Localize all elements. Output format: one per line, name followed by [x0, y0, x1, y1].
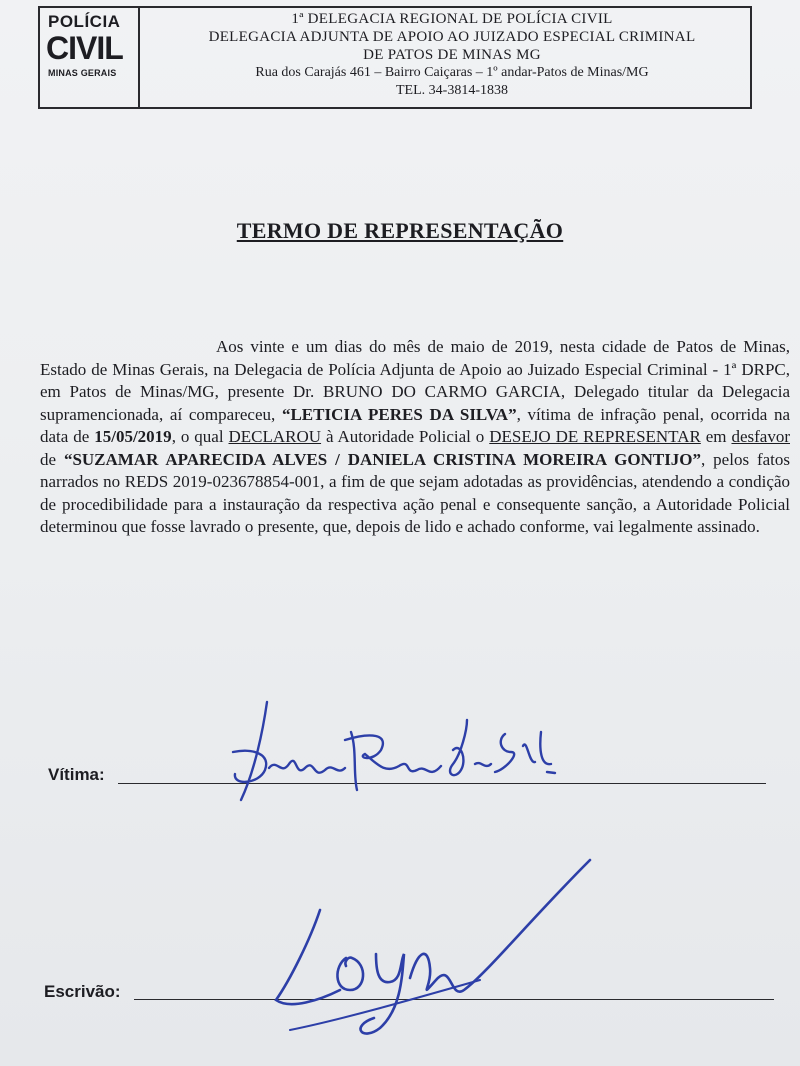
letterhead-line-1: 1ª DELEGACIA REGIONAL DE POLÍCIA CIVIL: [291, 11, 613, 27]
body-paragraph: [40, 336, 790, 539]
clerk-signature: [250, 850, 610, 1060]
body-text-4: à Autoridade Policial o: [321, 427, 490, 446]
clerk-signature-label: Escrivão:: [44, 982, 121, 1001]
victim-name: “LETICIA PERES DA SILVA”: [281, 404, 517, 424]
body-text-6: de: [40, 449, 64, 469]
incident-date: 15/05/2019: [94, 427, 172, 446]
body-text-2: , vítima de infração penal, ocorrida na data de: [40, 404, 790, 446]
letterhead-line-2: DELEGACIA ADJUNTA DE APOIO AO JUIZADO ESPECIAL CRIMINAL: [208, 29, 696, 45]
letterhead-address: Rua dos Carajás 461 – Bairro Caiçaras – 1º andar-Patos de Minas/MG: [255, 65, 649, 80]
logo-line-1: POLÍCIA: [48, 12, 121, 31]
accused-names: “SUZAMAR APARECIDA ALVES / DANIELA CRISTINA MOREIRA GONTIJO”: [63, 449, 702, 469]
document-body: [40, 336, 790, 539]
letterhead-line-3: DE PATOS DE MINAS MG: [363, 47, 541, 63]
policia-civil-logo: [40, 8, 140, 107]
body-text-3: , o qual: [171, 427, 229, 446]
logo-line-3: MINAS GERAIS: [48, 68, 117, 78]
logo-line-2: CIVIL: [46, 30, 123, 66]
body-text-5: em: [700, 427, 732, 446]
wish-to-represent: DESEJO DE REPRESENTAR: [489, 427, 701, 446]
letterhead-phone: TEL. 34-3814-1838: [396, 83, 508, 98]
victim-signature-label: Vítima:: [48, 765, 105, 784]
letterhead-text: [152, 10, 752, 100]
victim-signature: [205, 690, 585, 820]
body-text-1: Aos vinte e um dias do mês de maio de 2019, nesta cidade de Patos de Minas, Estado de Minas Gerais, na Delegacia de Polícia Adjunta de Apoio ao Juizado Especial Criminal - 1ª DRPC, em Patos de Minas/MG, presente Dr. BRUNO DO CARMO GARCIA, Delegado titular da Delegacia supramencionada, aí compareceu,: [40, 337, 790, 424]
declared-word: DECLAROU: [228, 427, 322, 446]
document-title: TERMO DE REPRESENTAÇÃO: [236, 218, 564, 243]
letterhead: [38, 6, 752, 109]
against-word: desfavor: [731, 427, 790, 446]
body-text-7: , pelos fatos narrados no REDS 2019-023678854-001, a fim de que sejam adotadas as providências, atendendo a condição de procedibilidade para a instauração da respectiva ação penal e consequente sanção, a Autoridade Policial determinou que fosse lavrado o presente, que, depois de lido e achado conforme, vai legalmente assinado.: [40, 449, 790, 536]
